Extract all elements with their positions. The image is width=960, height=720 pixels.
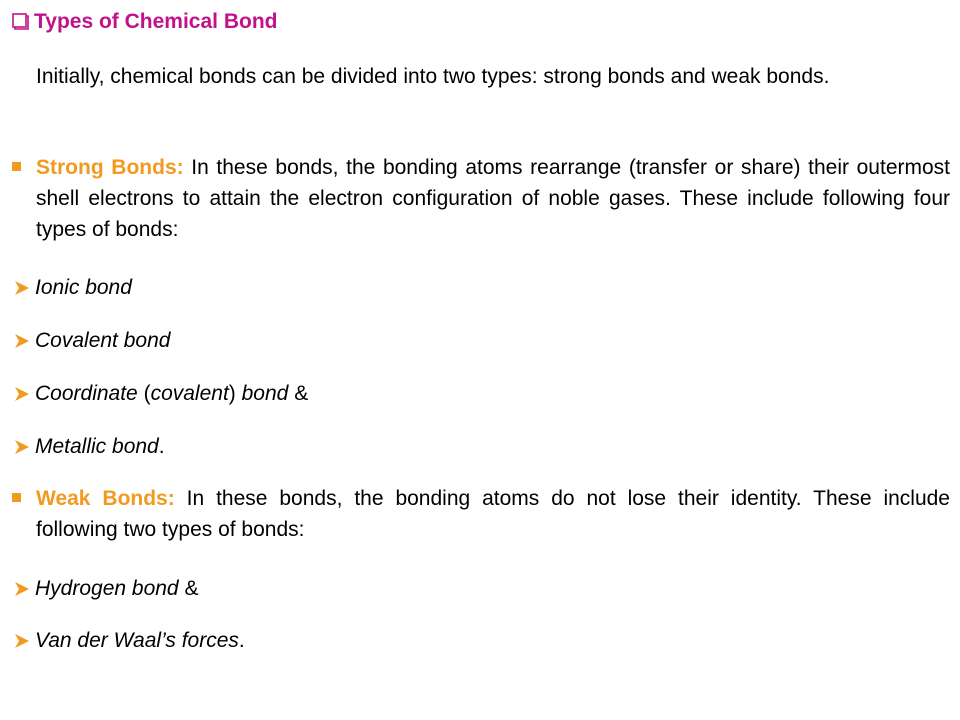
hollow-square-bullet-icon (10, 11, 32, 33)
weak-bonds-label: Weak Bonds: (36, 487, 175, 510)
list-item-ionic-bond (12, 272, 132, 303)
item-text: Metallic bond. (35, 435, 165, 458)
arrowhead-bullet-icon (12, 278, 32, 298)
weak-bonds-text: In these bonds, the bonding atoms do not lose their identity. These include following two types of bonds: (36, 487, 950, 541)
list-item-hydrogen-bond (12, 573, 198, 604)
arrowhead-bullet-icon (12, 384, 32, 404)
item-text: Van der Waal’s forces. (35, 629, 245, 652)
strong-bonds-label: Strong Bonds: (36, 156, 184, 179)
intro-paragraph: Initially, chemical bonds can be divided into two types: strong bonds and weak bonds. (36, 65, 830, 88)
list-item-metallic-bond (12, 431, 165, 462)
arrowhead-bullet-icon (12, 631, 32, 651)
heading-text: Types of Chemical Bond (34, 10, 278, 33)
square-bullet-icon (12, 493, 21, 502)
item-text: Hydrogen bond & (35, 577, 199, 600)
strong-bonds-text: In these bonds, the bonding atoms rearrange (transfer or share) their outermost shell electrons to attain the electron configuration of noble gases. These include following four types of bonds: (36, 156, 951, 241)
item-text: Covalent bond (35, 329, 171, 352)
slide-heading (10, 10, 277, 34)
square-bullet-icon (12, 162, 21, 171)
strong-bonds-paragraph (36, 152, 950, 245)
weak-bonds-paragraph (36, 483, 950, 545)
item-text: Ionic bond (35, 276, 132, 299)
item-text: Coordinate (covalent) bond & (35, 382, 309, 405)
list-item-coordinate-bond (12, 378, 308, 409)
list-item-covalent-bond (12, 325, 170, 356)
list-item-van-der-waals-forces (12, 625, 245, 656)
arrowhead-bullet-icon (12, 437, 32, 457)
arrowhead-bullet-icon (12, 579, 32, 599)
arrowhead-bullet-icon (12, 331, 32, 351)
